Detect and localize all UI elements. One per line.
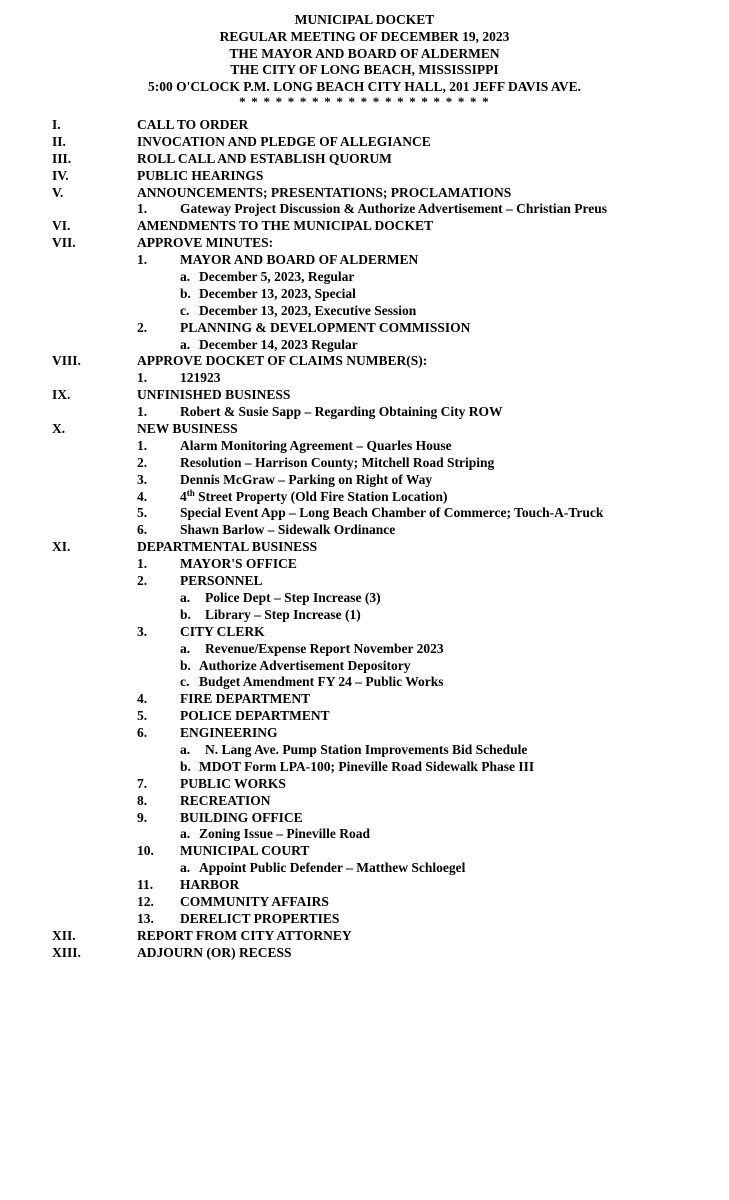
agenda-item — [0, 472, 729, 489]
agenda-item-text: NEW BUSINESS — [137, 421, 238, 437]
agenda-item-text: BUILDING OFFICE — [180, 809, 303, 825]
agenda-item-number: 3. — [137, 471, 148, 487]
agenda-item-number: 3. — [137, 623, 148, 639]
agenda-item-number: II. — [52, 133, 66, 149]
agenda-item-text: Alarm Monitoring Agreement – Quarles House — [180, 437, 452, 453]
agenda-item-text: Police Dept – Step Increase (3) — [205, 589, 381, 605]
agenda-item-number: VIII. — [52, 353, 81, 369]
docket-header — [0, 12, 729, 108]
agenda-item-number: IX. — [52, 387, 71, 403]
agenda-item — [0, 877, 729, 894]
agenda-item — [0, 320, 729, 337]
agenda-item — [0, 658, 729, 675]
agenda-item-text: PLANNING & DEVELOPMENT COMMISSION — [180, 319, 471, 335]
agenda-item-number: 5. — [137, 708, 148, 724]
agenda-item — [0, 860, 729, 877]
agenda-item-number: a. — [180, 269, 191, 285]
agenda-item — [0, 421, 729, 438]
agenda-item-text — [180, 489, 447, 506]
agenda-item — [0, 185, 729, 202]
agenda-item — [0, 168, 729, 185]
city-name: THE CITY OF LONG BEACH, MISSISSIPPI — [230, 62, 499, 78]
agenda-item — [0, 134, 729, 151]
agenda-item-number: 1. — [137, 556, 148, 572]
agenda-item — [0, 151, 729, 168]
agenda-item-text: UNFINISHED BUSINESS — [137, 387, 291, 403]
agenda-item — [0, 539, 729, 556]
agenda-list — [0, 117, 729, 962]
meeting-date: REGULAR MEETING OF DECEMBER 19, 2023 — [219, 28, 510, 44]
agenda-item — [0, 337, 729, 354]
agenda-item-number: I. — [52, 117, 61, 132]
agenda-item-number: 10. — [137, 843, 154, 859]
agenda-item — [0, 353, 729, 370]
agenda-item — [0, 945, 729, 962]
agenda-item-number: 5. — [137, 505, 148, 521]
agenda-item-text: CITY CLERK — [180, 623, 265, 639]
agenda-item-number: 2. — [137, 319, 148, 335]
agenda-item-text: N. Lang Ave. Pump Station Improvements Bid Schedule — [205, 741, 528, 757]
agenda-item-number: 1. — [137, 404, 148, 420]
meeting-time-location: 5:00 O'CLOCK P.M. LONG BEACH CITY HALL, 201 JEFF DAVIS AVE. — [147, 79, 582, 95]
ordinal-superscript: th — [186, 487, 195, 498]
agenda-item-number: 7. — [137, 775, 148, 791]
agenda-item-text: CALL TO ORDER — [137, 117, 249, 132]
agenda-item-text: 121923 — [180, 370, 221, 386]
agenda-item-number: VII. — [52, 235, 76, 251]
agenda-item — [0, 928, 729, 945]
agenda-item-number: a. — [180, 336, 191, 352]
agenda-item-text: December 13, 2023, Special — [199, 285, 356, 301]
agenda-item-number: 4. — [137, 488, 148, 504]
agenda-item-number: a. — [180, 826, 191, 842]
agenda-item-number: 11. — [137, 877, 154, 893]
agenda-item-text: ROLL CALL AND ESTABLISH QUORUM — [137, 150, 392, 166]
agenda-item — [0, 641, 729, 658]
agenda-item-text: RECREATION — [180, 792, 271, 808]
agenda-item-text: Authorize Advertisement Depository — [199, 657, 411, 673]
agenda-item — [0, 455, 729, 472]
agenda-item-text-part: Street Property (Old Fire Station Location) — [194, 488, 448, 504]
agenda-item — [0, 387, 729, 404]
agenda-item — [0, 556, 729, 573]
agenda-item — [0, 624, 729, 641]
agenda-item — [0, 894, 729, 911]
agenda-item-text: ADJOURN (OR) RECESS — [137, 944, 292, 960]
agenda-item — [0, 742, 729, 759]
agenda-item-text: Zoning Issue – Pineville Road — [199, 826, 371, 842]
agenda-item-text: DERELICT PROPERTIES — [180, 910, 340, 926]
agenda-item-number: b. — [180, 606, 191, 622]
agenda-item-text: FIRE DEPARTMENT — [180, 691, 311, 707]
agenda-item-number: a. — [180, 589, 191, 605]
agenda-item-number: V. — [52, 184, 64, 200]
agenda-item — [0, 438, 729, 455]
agenda-item — [0, 218, 729, 235]
agenda-item-number: 1. — [137, 437, 148, 453]
agenda-item-number: 6. — [137, 522, 148, 538]
agenda-item-number: 8. — [137, 792, 148, 808]
agenda-item-text: PUBLIC HEARINGS — [137, 167, 264, 183]
agenda-item — [0, 201, 729, 218]
agenda-item-text: Library – Step Increase (1) — [205, 606, 361, 622]
agenda-item-number: IV. — [52, 167, 69, 183]
agenda-item-text: MAYOR AND BOARD OF ALDERMEN — [180, 252, 419, 268]
divider-stars: * * * * * * * * * * * * * * * * * * * * * — [239, 93, 490, 109]
agenda-item-number: 12. — [137, 893, 154, 909]
agenda-item — [0, 286, 729, 303]
agenda-item — [0, 303, 729, 320]
agenda-item-text: Budget Amendment FY 24 – Public Works — [199, 674, 444, 690]
agenda-item-text: PUBLIC WORKS — [180, 775, 286, 791]
agenda-item-text: REPORT FROM CITY ATTORNEY — [137, 927, 352, 943]
agenda-item — [0, 404, 729, 421]
agenda-item-text: Dennis McGraw – Parking on Right of Way — [180, 471, 433, 487]
agenda-item-number: XI. — [52, 539, 71, 555]
agenda-item-text: ENGINEERING — [180, 725, 278, 741]
agenda-item-number: a. — [180, 860, 191, 876]
agenda-item-text: Revenue/Expense Report November 2023 — [205, 640, 444, 656]
agenda-item-text: Gateway Project Discussion & Authorize Advertisement – Christian Preus — [180, 201, 607, 217]
agenda-item — [0, 252, 729, 269]
agenda-item-number: 4. — [137, 691, 148, 707]
agenda-item-text: HARBOR — [180, 877, 240, 893]
agenda-item-number: c. — [180, 302, 190, 318]
agenda-item — [0, 826, 729, 843]
agenda-item-text: Shawn Barlow – Sidewalk Ordinance — [180, 522, 396, 538]
agenda-item-number: a. — [180, 741, 191, 757]
agenda-item — [0, 674, 729, 691]
agenda-item-number: 1. — [137, 370, 148, 386]
agenda-item-text: December 13, 2023, Executive Session — [199, 302, 417, 318]
agenda-item-text: Robert & Susie Sapp – Regarding Obtaining City ROW — [180, 404, 503, 420]
agenda-item-text: APPROVE DOCKET OF CLAIMS NUMBER(S): — [137, 353, 428, 369]
agenda-item — [0, 759, 729, 776]
agenda-item — [0, 725, 729, 742]
agenda-item — [0, 691, 729, 708]
agenda-item-number: 1. — [137, 201, 148, 217]
agenda-item-text: December 5, 2023, Regular — [199, 269, 355, 285]
agenda-item-text: ANNOUNCEMENTS; PRESENTATIONS; PROCLAMATIONS — [137, 184, 512, 200]
agenda-item-number: 6. — [137, 725, 148, 741]
agenda-item-number: b. — [180, 758, 191, 774]
agenda-item — [0, 235, 729, 252]
agenda-item-number: XII. — [52, 927, 76, 943]
agenda-item-text: AMENDMENTS TO THE MUNICIPAL DOCKET — [137, 218, 434, 234]
agenda-item — [0, 810, 729, 827]
agenda-item — [0, 573, 729, 590]
agenda-item-number: c. — [180, 674, 190, 690]
agenda-item-text: MDOT Form LPA-100; Pineville Road Sidewalk Phase III — [199, 758, 535, 774]
agenda-item — [0, 269, 729, 286]
agenda-item-number: 1. — [137, 252, 148, 268]
agenda-item — [0, 117, 729, 134]
agenda-item-number: 2. — [137, 573, 148, 589]
agenda-item-number: VI. — [52, 218, 71, 234]
agenda-item — [0, 843, 729, 860]
agenda-item — [0, 793, 729, 810]
agenda-item-number: 9. — [137, 809, 148, 825]
agenda-item — [0, 911, 729, 928]
agenda-item-text: PERSONNEL — [180, 573, 263, 589]
agenda-item — [0, 370, 729, 387]
agenda-item-text: COMMUNITY AFFAIRS — [180, 893, 329, 909]
agenda-item — [0, 708, 729, 725]
agenda-item-text: December 14, 2023 Regular — [199, 336, 358, 352]
agenda-item-number: III. — [52, 150, 72, 166]
agenda-item-number: X. — [52, 421, 66, 437]
agenda-item-text: POLICE DEPARTMENT — [180, 708, 330, 724]
agenda-item-number: b. — [180, 657, 191, 673]
agenda-item-number: 13. — [137, 910, 154, 926]
agenda-item-text: Special Event App – Long Beach Chamber of Commerce; Touch-A-Truck — [180, 505, 604, 521]
agenda-item-text: APPROVE MINUTES: — [137, 235, 274, 251]
agenda-item — [0, 607, 729, 624]
agenda-item — [0, 505, 729, 522]
agenda-item-text: DEPARTMENTAL BUSINESS — [137, 539, 318, 555]
agenda-item-text: MUNICIPAL COURT — [180, 843, 310, 859]
agenda-item-text-part: 4 — [180, 488, 187, 504]
governing-body: THE MAYOR AND BOARD OF ALDERMEN — [229, 45, 500, 61]
agenda-item — [0, 522, 729, 539]
agenda-item — [0, 489, 729, 506]
docket-title: MUNICIPAL DOCKET — [294, 12, 435, 27]
agenda-item-text: Resolution – Harrison County; Mitchell Road Striping — [180, 454, 495, 470]
agenda-item-text: INVOCATION AND PLEDGE OF ALLEGIANCE — [137, 133, 431, 149]
agenda-item-number: a. — [180, 640, 191, 656]
agenda-item-number: XIII. — [52, 944, 81, 960]
agenda-item-number: 2. — [137, 454, 148, 470]
agenda-item — [0, 590, 729, 607]
agenda-item-text: MAYOR'S OFFICE — [180, 556, 297, 572]
agenda-item — [0, 776, 729, 793]
agenda-item-number: b. — [180, 285, 191, 301]
agenda-item-text: Appoint Public Defender – Matthew Schloegel — [199, 860, 466, 876]
